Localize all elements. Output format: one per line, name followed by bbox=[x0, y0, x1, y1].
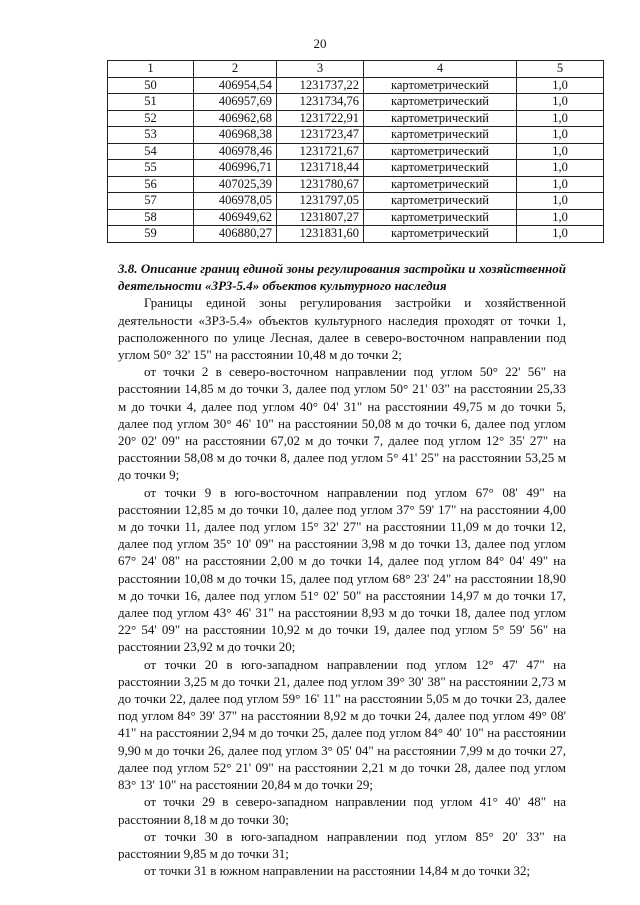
coordinates-table bbox=[107, 60, 604, 243]
paragraph: от точки 29 в северо-западном направлении под углом 41° 40' 48" на расстоянии 8,18 м до точки 30; bbox=[118, 794, 566, 827]
paragraph: от точки 30 в юго-западном направлении под углом 85° 20' 33" на расстоянии 9,85 м до точки 31; bbox=[118, 828, 566, 861]
table-cell: картометрический bbox=[364, 160, 517, 177]
paragraph: Границы единой зоны регулирования застройки и хозяйственной деятельности «ЗРЗ-5.4» объектов культурного наследия проходят от точки 1, расположенного по улице Лесная, далее в северо-восточном направлении под углом 50° 32' 15" на расстоянии 10,48 м до точки 2; bbox=[118, 295, 566, 363]
paragraph: от точки 31 в южном направлении на расстоянии 14,84 м до точки 32; bbox=[144, 863, 531, 879]
column-header: 5 bbox=[517, 61, 604, 78]
table-cell: картометрический bbox=[364, 110, 517, 127]
table-cell: 1231721,67 bbox=[277, 143, 364, 160]
table-cell: 52 bbox=[108, 110, 194, 127]
table-cell: 406954,54 bbox=[194, 77, 277, 94]
column-header: 4 bbox=[364, 61, 517, 78]
table-row bbox=[108, 127, 604, 144]
table-cell: 406880,27 bbox=[194, 226, 277, 243]
column-header: 1 bbox=[108, 61, 194, 78]
section-content bbox=[118, 260, 566, 879]
table-cell: картометрический bbox=[364, 226, 517, 243]
table-cell: 1,0 bbox=[517, 110, 604, 127]
table-cell: 59 bbox=[108, 226, 194, 243]
table-cell: 1,0 bbox=[517, 160, 604, 177]
table-cell: 56 bbox=[108, 176, 194, 193]
table-row bbox=[108, 143, 604, 160]
table-cell: 406949,62 bbox=[194, 209, 277, 226]
table-row bbox=[108, 226, 604, 243]
table-cell: картометрический bbox=[364, 209, 517, 226]
table-cell: картометрический bbox=[364, 193, 517, 210]
table-cell: 1231734,76 bbox=[277, 94, 364, 111]
table-cell: 53 bbox=[108, 127, 194, 144]
page-number: 20 bbox=[313, 36, 327, 51]
table-cell: 1231807,27 bbox=[277, 209, 364, 226]
table-cell: картометрический bbox=[364, 176, 517, 193]
table-header-row bbox=[108, 61, 604, 78]
table-cell: 406962,68 bbox=[194, 110, 277, 127]
table-cell: 1,0 bbox=[517, 176, 604, 193]
table-row bbox=[108, 110, 604, 127]
table-cell: 50 bbox=[108, 77, 194, 94]
table-cell: 1,0 bbox=[517, 77, 604, 94]
paragraph: от точки 2 в северо-восточном направлении под углом 50° 22' 56" на расстоянии 14,85 м до точки 3, далее под углом 50° 21' 03" на расстоянии 25,33 м до точки 4, далее под углом 40° 04' 31" на расстоянии 49,75 м до точки 5, далее под углом 30° 46' 10" на расстоянии 50,08 м до точки 6, далее под углом 20° 02' 09" на расстоянии 67,02 м до точки 7, далее под углом 12° 35' 27" на расстоянии 58,08 м до точки 8, далее под углом 5° 41' 25" на расстоянии 53,25 м до точки 9; bbox=[118, 364, 566, 483]
table-cell: 58 bbox=[108, 209, 194, 226]
table-cell: 1231723,47 bbox=[277, 127, 364, 144]
table-cell: 407025,39 bbox=[194, 176, 277, 193]
table-cell: 1,0 bbox=[517, 226, 604, 243]
table-cell: 55 bbox=[108, 160, 194, 177]
table-cell: 1231722,91 bbox=[277, 110, 364, 127]
table-cell: 51 bbox=[108, 94, 194, 111]
table-cell: 1231737,22 bbox=[277, 77, 364, 94]
table-cell: 1,0 bbox=[517, 193, 604, 210]
table-cell: 54 bbox=[108, 143, 194, 160]
table-row bbox=[108, 160, 604, 177]
table-cell: 1231831,60 bbox=[277, 226, 364, 243]
section-heading: 3.8. Описание границ единой зоны регулирования застройки и хозяйственной деятельности «ЗРЗ-5.4» объектов культурного наследия bbox=[118, 261, 566, 294]
table-cell: картометрический bbox=[364, 94, 517, 111]
table-cell: 406968,38 bbox=[194, 127, 277, 144]
table-cell: 406996,71 bbox=[194, 160, 277, 177]
table-cell: 1,0 bbox=[517, 127, 604, 144]
table-cell: картометрический bbox=[364, 127, 517, 144]
table-cell: 1231797,05 bbox=[277, 193, 364, 210]
table-cell: 406957,69 bbox=[194, 94, 277, 111]
table-cell: 1231780,67 bbox=[277, 176, 364, 193]
paragraph: от точки 20 в юго-западном направлении под углом 12° 47' 47" на расстоянии 3,25 м до точки 21, далее под углом 39° 30' 38" на расстоянии 2,73 м до точки 22, далее под углом 59° 16' 11" на расстоянии 5,05 м до точки 23, далее под углом 84° 39' 37" на расстоянии 8,92 м до точки 24, далее под углом 49° 08' 41" на расстоянии 2,94 м до точки 25, далее под углом 84° 40' 10" на расстоянии 9,90 м до точки 26, далее под углом 3° 05' 04" на расстоянии 7,99 м до точки 27, далее под углом 52° 21' 09" на расстоянии 2,21 м до точки 28, далее под углом 83° 13' 10" на расстоянии 20,84 м до точки 29; bbox=[118, 656, 566, 793]
table-row bbox=[108, 94, 604, 111]
table-cell: 1231718,44 bbox=[277, 160, 364, 177]
table-cell: картометрический bbox=[364, 77, 517, 94]
table-cell: 57 bbox=[108, 193, 194, 210]
table-cell: 1,0 bbox=[517, 209, 604, 226]
table-cell: 406978,05 bbox=[194, 193, 277, 210]
table-cell: картометрический bbox=[364, 143, 517, 160]
paragraph: от точки 9 в юго-восточном направлении под углом 67° 08' 49" на расстоянии 12,85 м до точки 10, далее под углом 37° 59' 17" на расстоянии 4,00 м до точки 11, далее под углом 15° 32' 27" на расстоянии 11,09 м до точки 12, далее под углом 35° 10' 09" на расстоянии 3,98 м до точки 13, далее под углом 67° 24' 08" на расстоянии 2,00 м до точки 14, далее под углом 84° 04' 49" на расстоянии 10,08 м до точки 15, далее под углом 68° 23' 24" на расстоянии 18,90 м до точки 16, далее под углом 51° 02' 50" на расстоянии 14,97 м до точки 17, далее под углом 43° 46' 31" на расстоянии 8,93 м до точки 18, далее под углом 22° 54' 09" на расстоянии 10,92 м до точки 19, далее под углом 5° 59' 56" на расстоянии 23,92 м до точки 20; bbox=[118, 484, 566, 655]
table-cell: 1,0 bbox=[517, 143, 604, 160]
table-row bbox=[108, 77, 604, 94]
column-header: 2 bbox=[194, 61, 277, 78]
table-row bbox=[108, 193, 604, 210]
table-row bbox=[108, 209, 604, 226]
table-row bbox=[108, 176, 604, 193]
table-cell: 406978,46 bbox=[194, 143, 277, 160]
column-header: 3 bbox=[277, 61, 364, 78]
table-cell: 1,0 bbox=[517, 94, 604, 111]
